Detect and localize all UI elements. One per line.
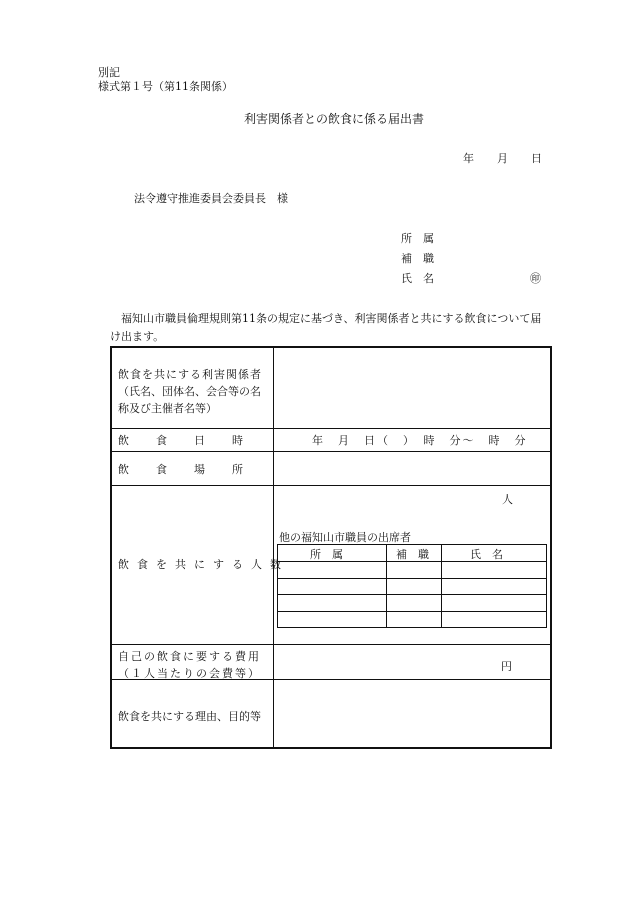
attendees-column-divider — [441, 545, 442, 627]
date-year-label: 年 — [463, 152, 474, 165]
attendees-table — [277, 544, 547, 628]
attendees-header-name: 氏 名 — [470, 548, 503, 561]
statement-line-2: け出ます。 — [110, 330, 165, 343]
row-divider — [112, 451, 550, 452]
party-size-label: 飲食を共にする人数 — [118, 558, 289, 571]
cost-label-line-2: （１人当たりの会費等） — [118, 667, 261, 680]
stakeholder-label-line-3: 称及び主催者名等） — [118, 402, 217, 415]
row-divider — [112, 644, 550, 645]
document-title: 利害関係者との飲食に係る届出書 — [244, 112, 425, 126]
stakeholder-label-line-2: （氏名、団体名、会合等の名 — [118, 385, 261, 398]
cost-unit: 円 — [501, 660, 512, 673]
statement-line-1: 福知山市職員倫理規則第11条の規定に基づき、利害関係者と共にする飲食について届 — [121, 312, 542, 325]
stakeholder-label — [118, 366, 262, 417]
annex-label: 別記 — [98, 66, 120, 79]
dining-place-label: 飲 食 場 所 — [118, 463, 251, 476]
attendees-row-divider — [278, 578, 546, 579]
reason-label: 飲食を共にする理由、目的等 — [118, 710, 261, 723]
column-divider — [273, 348, 274, 747]
applicant-name-label: 氏 名 — [401, 272, 434, 285]
attendees-row-divider — [278, 611, 546, 612]
row-divider — [112, 428, 550, 429]
party-size-unit: 人 — [502, 493, 513, 506]
applicant-affiliation-label: 所 属 — [401, 232, 434, 245]
stakeholder-label-line-1: 飲食を共にする利害関係者 — [118, 368, 262, 381]
attendees-column-divider — [386, 545, 387, 627]
attendees-header-position: 補 職 — [396, 548, 429, 561]
dining-datetime-label: 飲 食 日 時 — [118, 434, 251, 447]
dining-datetime-value: 年 月 日（ ） 時 分～ 時 分 — [312, 434, 528, 447]
attendees-header-affiliation: 所 属 — [310, 548, 343, 561]
date-day-label: 日 — [531, 152, 542, 165]
form-number: 様式第１号（第11条関係） — [98, 80, 233, 93]
attendees-caption: 他の福知山市職員の出席者 — [279, 531, 411, 544]
seal-mark: ㊞ — [530, 272, 541, 285]
attendees-row-divider — [278, 594, 546, 595]
addressee: 法令遵守推進委員会委員長 様 — [134, 192, 288, 205]
row-divider — [112, 485, 550, 486]
cost-label-line-1: 自己の飲食に要する費用 — [118, 650, 261, 663]
date-month-label: 月 — [497, 152, 508, 165]
applicant-position-label: 補 職 — [401, 252, 434, 265]
cost-label — [118, 648, 261, 682]
